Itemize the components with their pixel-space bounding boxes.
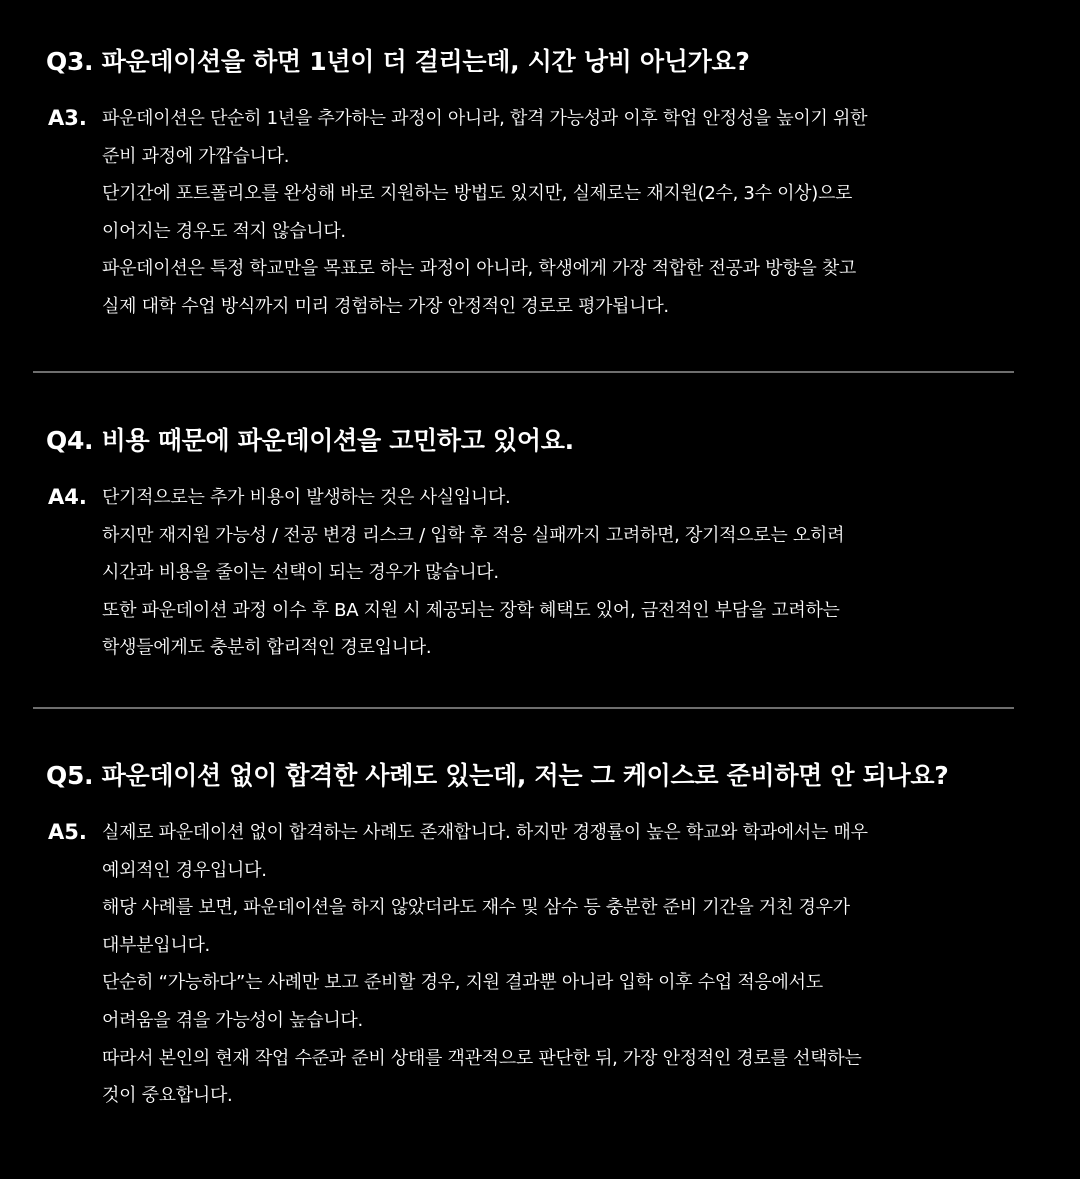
answer-line: 파운데이션은 특정 학교만을 목표로 하는 과정이 아니라, 학생에게 가장 적합한 전공과 방향을 찾고: [102, 258, 856, 280]
answer-line: 학생들에게도 충분히 합리적인 경로입니다.: [102, 637, 432, 659]
faq-q3-answer-text: [102, 100, 1040, 326]
answer-line: 어려움을 겪을 가능성이 높습니다.: [102, 1009, 363, 1031]
answer-line: 해당 사례를 보면, 파운데이션을 하지 않았더라도 재수 및 삼수 등 충분한 준비 기간을 거친 경우가: [102, 897, 850, 919]
faq-q4-section: [46, 424, 1040, 667]
answer-line: 실제로 파운데이션 없이 합격하는 사례도 존재합니다. 하지만 경쟁률이 높은 학교와 학과에서는 매우: [102, 822, 868, 843]
faq-q3-answer-label: A3.: [48, 106, 87, 130]
faq-q4-question: Q4. 비용 때문에 파운데이션을 고민하고 있어요.: [46, 426, 574, 455]
faq-q3-section: [46, 45, 1040, 326]
faq-q5-answer-label: A5.: [48, 820, 87, 844]
faq-q4-answer: [46, 479, 1040, 667]
faq-q5-answer: [46, 814, 1040, 1115]
section-divider: [33, 371, 1014, 373]
faq-q3-question: Q3. 파운데이션을 하면 1년이 더 걸리는데, 시간 낭비 아닌가요?: [46, 47, 750, 76]
answer-line: 준비 과정에 가깝습니다.: [102, 145, 290, 167]
answer-line: 단기적으로는 추가 비용이 발생하는 것은 사실입니다.: [102, 487, 511, 508]
section-divider: [33, 707, 1014, 709]
answer-line: 따라서 본인의 현재 작업 수준과 준비 상태를 객관적으로 판단한 뒤, 가장 안정적인 경로를 선택하는: [102, 1047, 862, 1069]
faq-q3-answer: [46, 100, 1040, 326]
answer-line: 대부분입니다.: [102, 934, 210, 956]
answer-line: 이어지는 경우도 적지 않습니다.: [102, 220, 346, 242]
answer-line: 단기간에 포트폴리오를 완성해 바로 지원하는 방법도 있지만, 실제로는 재지원(2수, 3수 이상)으로: [102, 183, 853, 205]
answer-line: 것이 중요합니다.: [102, 1085, 233, 1107]
faq-q5-answer-text: [102, 814, 1040, 1115]
answer-line: 파운데이션은 단순히 1년을 추가하는 과정이 아니라, 합격 가능성과 이후 학업 안정성을 높이기 위한: [102, 108, 868, 129]
faq-q4-answer-label: A4.: [48, 485, 87, 509]
answer-line: 단순히 “가능하다”는 사례만 보고 준비할 경우, 지원 결과뿐 아니라 입학 이후 수업 적응에서도: [102, 972, 823, 994]
answer-line: 실제 대학 수업 방식까지 미리 경험하는 가장 안정적인 경로로 평가됩니다.: [102, 295, 669, 317]
faq-q5-question: Q5. 파운데이션 없이 합격한 사례도 있는데, 저는 그 케이스로 준비하면 안 되나요?: [46, 761, 949, 790]
answer-line: 시간과 비용을 줄이는 선택이 되는 경우가 많습니다.: [102, 562, 499, 584]
answer-line: 예외적인 경우입니다.: [102, 859, 267, 881]
faq-q4-answer-text: [102, 479, 1040, 667]
answer-line: 하지만 재지원 가능성 / 전공 변경 리스크 / 입학 후 적응 실패까지 고려하면, 장기적으로는 오히려: [102, 524, 845, 546]
answer-line: 또한 파운데이션 과정 이수 후 BA 지원 시 제공되는 장학 혜택도 있어, 금전적인 부담을 고려하는: [102, 599, 840, 621]
faq-q5-section: [46, 759, 1040, 1115]
